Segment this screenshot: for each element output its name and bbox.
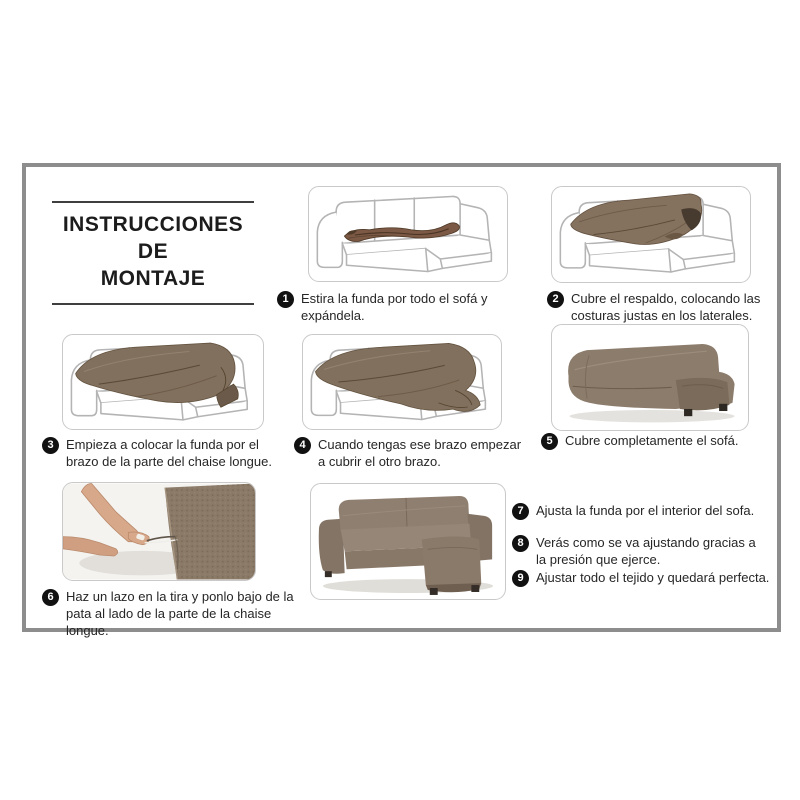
sofa-foot: [719, 404, 727, 411]
step6-photo: [63, 483, 255, 580]
step2-number-badge: 2: [547, 291, 564, 308]
title-line-2: DE: [137, 239, 169, 263]
step1-illustration-box: [308, 186, 508, 282]
step2-caption: [547, 291, 779, 325]
final-result-photo-box: [310, 483, 506, 600]
step1-illustration: [309, 187, 507, 281]
step7-caption: [512, 503, 772, 520]
step5-photo: [552, 325, 748, 430]
step4-caption-text: Cuando tengas ese brazo empezar a cubrir el otro brazo.: [318, 437, 522, 469]
step3-caption: [42, 437, 294, 471]
chaise-foreground: [422, 537, 481, 588]
sofa-foot: [325, 571, 332, 577]
step9-caption: [512, 570, 772, 587]
step7-caption-text: Ajusta la funda por el interior del sofa.: [536, 503, 755, 518]
sofa-foot: [684, 409, 692, 416]
step9-caption-text: Ajustar todo el tejido y quedará perfecta.: [536, 570, 770, 585]
step2-illustration-box: [551, 186, 751, 283]
step3-number-badge: 3: [42, 437, 59, 454]
step4-illustration-box: [302, 334, 502, 430]
step6-number-badge: 6: [42, 589, 59, 606]
step9-number-badge: 9: [512, 570, 529, 587]
step2-illustration: [552, 187, 750, 282]
step8-caption-text: Verás como se va ajustando gracias a la presión que ejerce.: [536, 535, 756, 567]
step5-caption-text: Cubre completamente el sofá.: [565, 433, 739, 448]
step1-number-badge: 1: [277, 291, 294, 308]
step6-caption: [42, 589, 300, 640]
title-line-1: INSTRUCCIONES: [62, 213, 244, 236]
floor-shadow: [570, 410, 735, 422]
sofa-foot: [471, 585, 479, 592]
step3-caption-text: Empieza a colocar la funda por el brazo de la parte del chaise longue.: [66, 437, 272, 469]
step7-number-badge: 7: [512, 503, 529, 520]
step8-number-badge: 8: [512, 535, 529, 552]
step5-illustration-box: [551, 324, 749, 431]
step8-caption: [512, 535, 772, 569]
step6-illustration-box: [62, 482, 256, 581]
step3-illustration-box: [62, 334, 264, 430]
step4-caption: [294, 437, 530, 471]
step2-caption-text: Cubre el respaldo, colocando las costuras justas en los laterales.: [571, 291, 761, 323]
final-result-photo: [311, 484, 505, 599]
sofa-foot: [430, 588, 438, 595]
step1-caption: [277, 291, 523, 325]
title-block: [52, 201, 254, 305]
step3-illustration: [63, 335, 263, 429]
step4-number-badge: 4: [294, 437, 311, 454]
step5-number-badge: 5: [541, 433, 558, 450]
step1-caption-text: Estira la funda por todo el sofá y expándela.: [301, 291, 488, 323]
step6-caption-text: Haz un lazo en la tira y ponlo bajo de la pata al lado de la parte de la chaise longue.: [66, 589, 294, 638]
step4-illustration: [303, 335, 501, 429]
fabric-texture: [165, 484, 255, 580]
title-line-3: MONTAJE: [100, 266, 206, 290]
step5-caption: [541, 433, 781, 450]
